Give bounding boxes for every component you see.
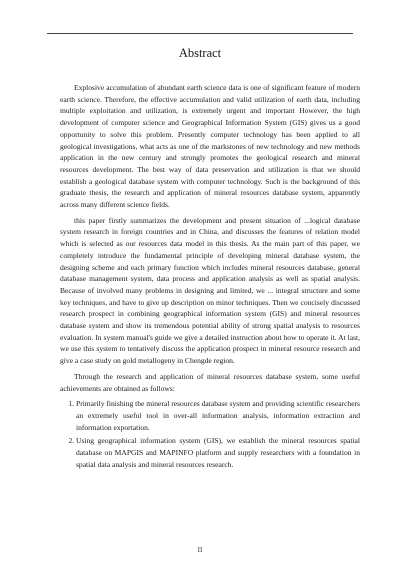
header-rule xyxy=(47,33,353,34)
paragraph: Explosive accumulation of abundant earth science data is one of significant feature of modern earth science. Therefore, the effective accumulation and valid utilization of earth data, including multiple exploitation and utilization, is extremely urgent and important However, the high development of computer science and Geographical Information System (GIS) gives us a good opportunity to solve this problem. Presently computer technology has been applied to all geological investigations, what acts as one of the markstones of new technology and new methods application in the new century and strongly promotes the geological research and mineral resources development. The best way of data preservation and utilization is that we should establish a geological database system with computer technology. Such is the background of this graduate thesis, the research and application of mineral resources database system, apparently across many different science fields. xyxy=(60,83,360,210)
achievements-list xyxy=(60,398,360,470)
paragraph: this paper firstly summarizes the development and present situation of ...logical database system research in foreign countries and in China, and discusses the features of relation model which is selected as our resources data model in this thesis. As the main part of this paper, we completely introduce the fundamental principle of developing mineral database system, the designing scheme and each primary function which includes mineral resources database, general database management system, data process and application analysis as well as spatial analysis. Because of involved many problems in designing and limited, we ... integral structure and some key techniques, and have to give up description on minor techniques. Then we concisely discussed research prospect in combining geographical information system (GIS) and mineral resources database system and show its tremendous potential ability of strong spatial analysis to resources evaluation. In system manual's guide we give a detailed instruction about how to operate it. At last, we use this system to tentatively discuss the application prospect in mineral resource research and give a case study on gold metallogeny in Chengde region. xyxy=(60,215,360,366)
abstract-body xyxy=(60,82,360,473)
list-item: 1. Primarily finishing the mineral resources database system and providing scientific researchers an extremely useful tool in over-all information analysis, information extraction and information exportation. xyxy=(76,398,360,433)
page-number: II xyxy=(197,546,203,554)
page-title: Abstract xyxy=(178,46,222,60)
paragraph: Through the research and application of mineral resources database system, some useful achievements are obtained as follows: xyxy=(60,371,360,393)
list-item: 2. Using geographical information system (GIS), we establish the mineral resources spatial database on MAPGIS and MAPINFO platform and supply researchers with a foundation in spatial data analysis and mineral resources research. xyxy=(76,435,360,470)
